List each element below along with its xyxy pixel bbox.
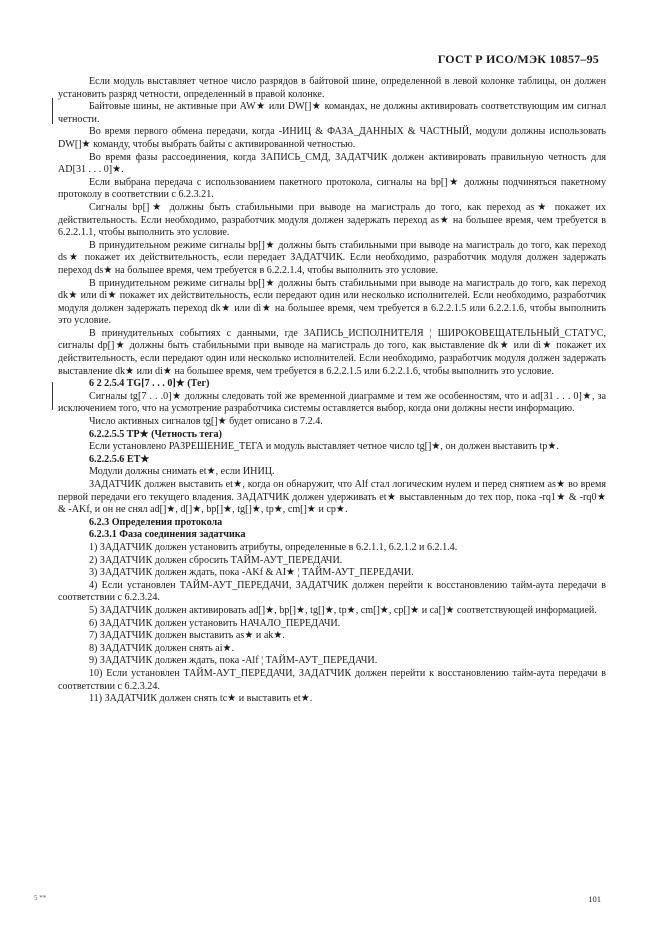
paragraph: Число активных сигналов tg[]★ будет описано в 7.2.4.: [89, 416, 323, 428]
list-item: 4) Если установлен ТАЙМ-АУТ_ПЕРЕДАЧИ, ЗАДАТЧИК должен перейти к восстановлению тайм-аута передачи в соответствии с 6.2.3.24.: [58, 579, 606, 604]
list-item: 11) ЗАДАТЧИК должен снять tc★ и выставить et★.: [89, 693, 313, 705]
paragraph: Сигналы bp[]★ должны быть стабильными при выводе на магистраль до того, как переход as★ покажет их действительность. Если необходимо, разработчик модуля должен задержать переход as★ на большее время, чем требуется в 6.2.2.1.1, чтобы выполнить это условие.: [58, 201, 606, 239]
list-item: 9) ЗАДАТЧИК должен ждать, пока -Alf ¦ ТАЙМ-АУТ_ПЕРЕДАЧИ.: [89, 655, 378, 667]
paragraph: Во время первого обмена передачи, когда -ИНИЦ & ФАЗА_ДАННЫХ & ЧАСТНЫЙ, модули должны использовать DW[]★ команду, чтобы выбрать байты с активированной четностью.: [58, 126, 606, 150]
revision-bar: [52, 382, 53, 410]
list-item: 5) ЗАДАТЧИК должен активировать ad[]★, bp[]★, tg[]★, tp★, cm[]★, cp[]★ и ca[]★ соответствующей информацией.: [89, 604, 597, 616]
document-body: [58, 76, 606, 706]
list-item: 7) ЗАДАТЧИК должен выставить as★ и ak★.: [89, 630, 285, 642]
list-item: 2) ЗАДАТЧИК должен сбросить ТАЙМ-АУТ_ПЕРЕДАЧИ.: [89, 554, 343, 566]
paragraph: Если установлено РАЗРЕШЕНИЕ_ТЕГА и модуль выставляет четное число tg[]★, он должен выставить tp★.: [89, 441, 559, 453]
paragraph: Если модуль выставляет четное число разрядов в байтовой шине, определенной в левой колонке таблицы, он должен установить разряд четности, определенный в правой колонке.: [58, 76, 606, 100]
list-item: 10) Если установлен ТАЙМ-АУТ_ПЕРЕДАЧИ, ЗАДАТЧИК должен перейти к восстановлению тайм-аута передачи в соответствии с 6.2.3.24.: [58, 667, 606, 692]
section-heading: 6.2.2.5.5 TP★ (Четность тега): [89, 428, 222, 440]
paragraph: В принудительном режиме сигналы bp[]★ должны быть стабильными при выводе на магистраль до того, как переход dk★ или di★ покажет их действительность, если передают один или несколько исполнителей. Если необходимо, разработчик модуля должен задержать переход dk★ или di★ на большее время, чем требуется в 6.2.2.1.5 или 6.2.2.1.6, чтобы выполнить это условие.: [58, 277, 606, 327]
revision-bar: [52, 98, 53, 124]
footer-mark: 5 **: [34, 894, 47, 902]
list-item: 6) ЗАДАТЧИК должен установить НАЧАЛО_ПЕРЕДАЧИ.: [89, 617, 341, 629]
section-heading: 6 2 2.5.4 TG[7 . . . 0]★ (Тег): [89, 378, 210, 390]
paragraph: Сигналы tg[7 . . .0]★ должны следовать той же временной диаграмме и тем же особенностям, что и ad[31 . . . 0]★, за исключением того, что на усмотрение разработчика системы оставляется выбор, когда они должны нести информацию.: [58, 390, 606, 415]
document-header: ГОСТ Р ИСО/МЭК 10857–95: [437, 52, 599, 66]
list-item: 3) ЗАДАТЧИК должен ждать, пока -AKf & AI★ ¦ ТАЙМ-АУТ_ПЕРЕДАЧИ.: [89, 567, 414, 579]
paragraph: Байтовые шины, не активные при AW★ или DW[]★ командах, не должны активировать соответствующим им сигнал четности.: [58, 101, 606, 125]
paragraph: В принудительном режиме сигналы bp[]★ должны быть стабильными при выводе на магистраль до того, как переход ds★ покажет их действительность, если передает ЗАДАТЧИК. Если необходимо, разработчик модуля должен задержать переход ds★ на большее время, чем требуется в 6.2.2.1.4, чтобы выполнить это условие.: [58, 239, 606, 276]
list-item: 8) ЗАДАТЧИК должен снять ai★.: [89, 642, 235, 654]
paragraph: Модули должны снимать et★, если ИНИЦ.: [89, 466, 275, 478]
list-item: 1) ЗАДАТЧИК должен установить атрибуты, определенные в 6.2.1.1, 6.2.1.2 и 6.2.1.4.: [89, 541, 458, 553]
section-heading: 6.2.3.1 Фаза соединения задатчика: [89, 529, 246, 541]
paragraph: В принудительных событиях с данными, где ЗАПИСЬ_ИСПОЛНИТЕЛЯ ¦ ШИРОКОВЕЩАТЕЛЬНЫЙ_СТАТУС, сигналы dp[]★ должны быть стабильными при выводе на магистраль до того, как выставление dk★ или di★ покажет их действительность, если передают один или несколько исполнителей. Если необходимо, разработчик модуля должен задержать выставление dk★ или di★ на большее время, чем требуется в 6.2.2.1.5 или 6.2.2.1.6, чтобы выполнить это условие.: [58, 327, 606, 377]
paragraph: ЗАДАТЧИК должен выставить et★, когда он обнаружит, что Alf стал логическим нулем и перед снятием as★ во время первой передачи его текущего владения. ЗАДАТЧИК должен удерживать et★ выставленным до тех пор, пока -rq1★ & -rq0★ & -AKf, и он не снял ad[]★, d[]★, bp[]★, tg[]★, tp★, cm[]★ и cp★.: [58, 479, 606, 516]
section-heading: 6.2.3 Определения протокола: [89, 516, 223, 528]
page-number: 101: [588, 894, 601, 904]
paragraph: Если выбрана передача с использованием пакетного протокола, сигналы на bp[]★ должны подчиняться пакетному протоколу в соответствии с 6.2.3.21.: [58, 176, 606, 201]
paragraph: Во время фазы рассоединения, когда ЗАПИСЬ_СМД, ЗАДАТЧИК должен активировать правильную четность для AD[31 . . . 0]★.: [58, 151, 606, 176]
section-heading: 6.2.2.5.6 ET★: [89, 453, 150, 465]
